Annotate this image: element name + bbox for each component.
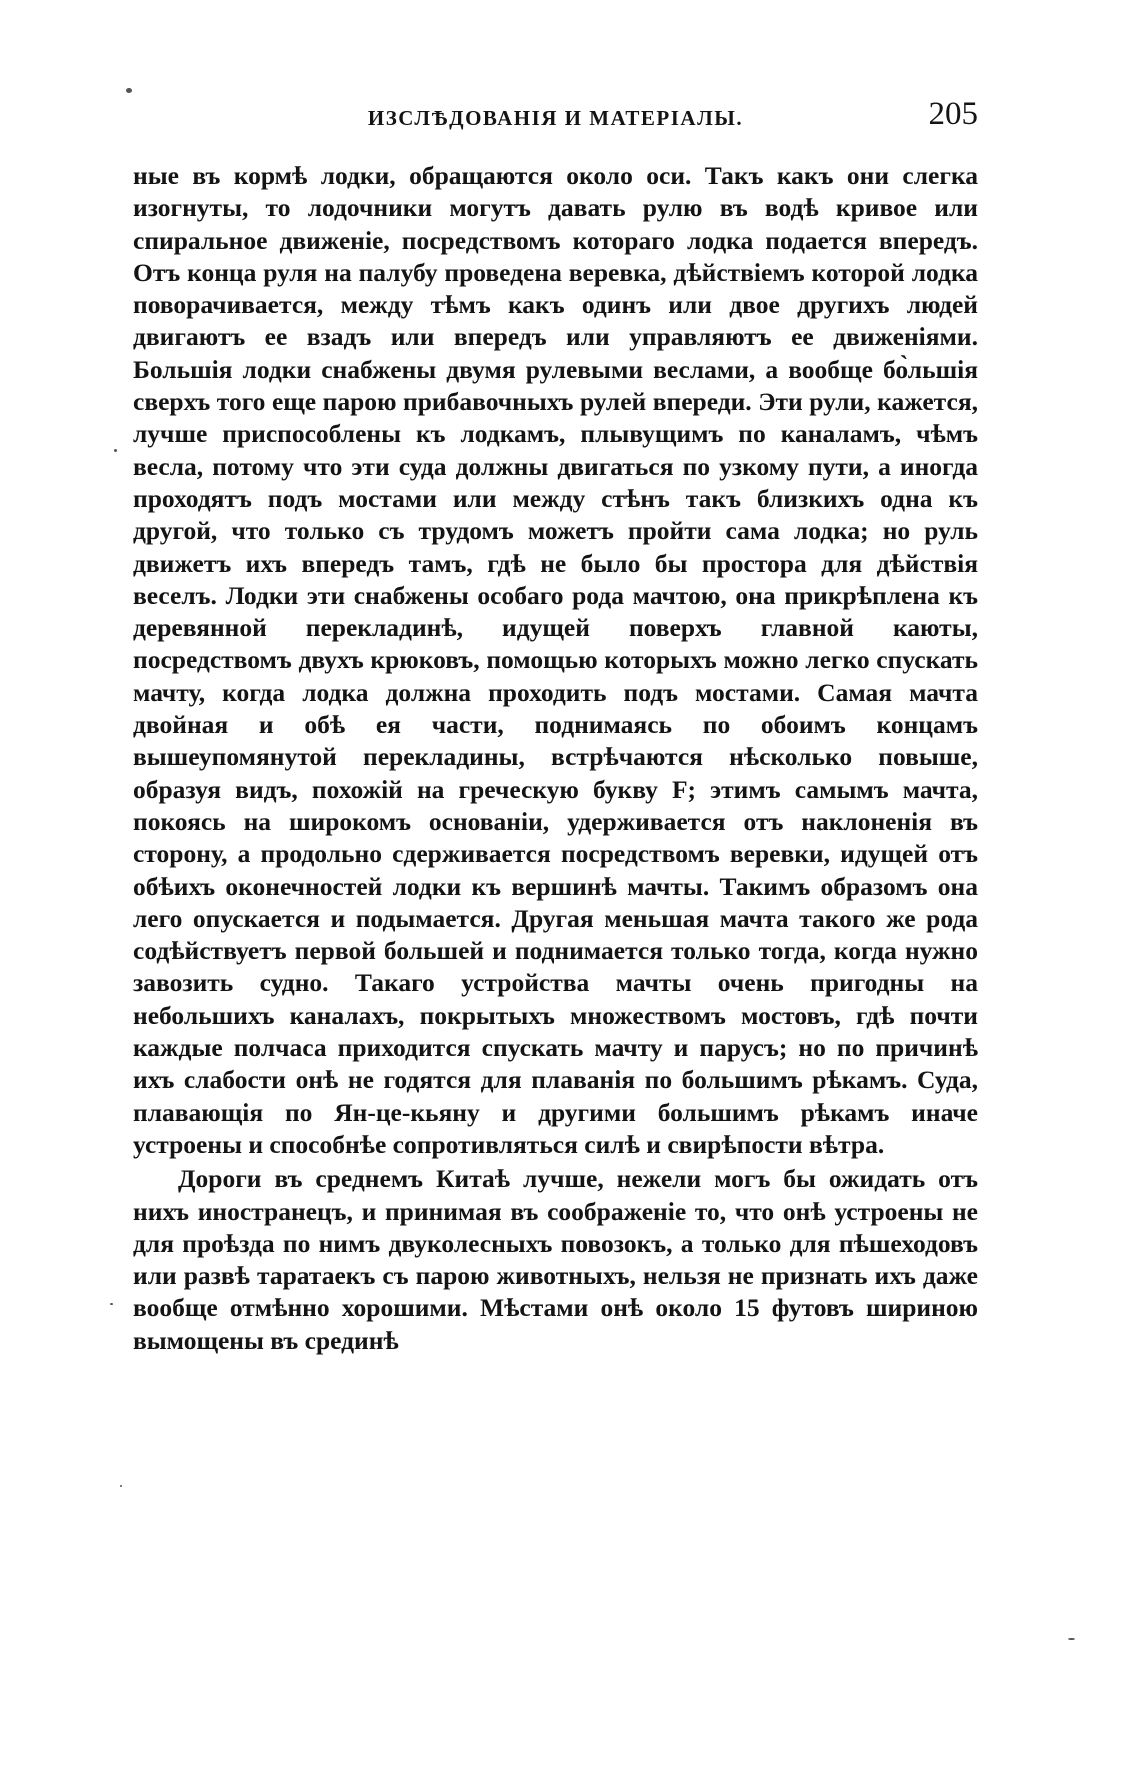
body-text [133,160,978,1357]
page-number: 205 [928,96,978,132]
scan-speck [114,449,117,452]
scan-speck [110,1303,113,1305]
scan-speck [120,1485,122,1487]
running-title: ИЗСЛѢДОВАНІЯ И МАТЕРІАЛЫ. [367,106,744,130]
paragraph: ные въ кормѣ лодки, обращаются около оси. Такъ какъ они слегка изогнуты, то лодочники могутъ давать рулю въ водѣ кривое или спиральное движеніе, посредствомъ котораго лодка подается впередъ. Отъ конца руля на палубу проведена веревка, дѣйствіемъ которой лодка поворачивается, между тѣмъ какъ одинъ или двое другихъ людей двигаютъ ее взадъ или впередъ или управляютъ ее движеніями. Большія лодки снабжены двумя рулевыми веслами, а вообще бо̀льшія сверхъ того еще парою прибавочныхъ рулей впереди. Эти рули, кажется, лучше приспособлены къ лодкамъ, плывущимъ по каналамъ, чѣмъ весла, потому что эти суда должны двигаться по узкому пути, а иногда проходятъ подъ мостами или между стѣнъ такъ близкихъ одна къ другой, что только съ трудомъ можетъ пройти сама лодка; но руль движетъ ихъ впередъ тамъ, гдѣ не было бы простора для дѣйствія веселъ. Лодки эти снабжены особаго рода мачтою, она прикрѣплена къ деревянной перекладинѣ, идущей поверхъ главной каюты, посредствомъ двухъ крюковъ, помощью которыхъ можно легко спускать мачту, когда лодка должна проходить подъ мостами. Самая мачта двойная и обѣ ея части, поднимаясь по обоимъ концамъ вышеупомянутой перекладины, встрѣчаются нѣсколько повыше, образуя видъ, похожій на греческую букву F; этимъ самымъ мачта, покоясь на широкомъ основаніи, удерживается отъ наклоненія въ сторону, а продольно сдерживается посредствомъ веревки, идущей отъ обѣихъ оконечностей лодки къ вершинѣ мачты. Такимъ образомъ она лего опускается и подымается. Другая меньшая мачта такого же рода содѣйствуетъ первой большей и поднимается только тогда, когда нужно завозить судно. Такаго устройства мачты очень пригодны на небольшихъ каналахъ, покрытыхъ множествомъ мостовъ, гдѣ почти каждые полчаса приходится спускать мачту и парусъ; но по причинѣ ихъ слабости онѣ не годятся для плаванія по большимъ рѣкамъ. Суда, плавающія по Ян-це-кьяну и другими большимъ рѣкамъ иначе устроены и способнѣе сопротивляться силѣ и свирѣпости вѣтра. [133,161,978,1159]
scan-speck [1068,1638,1075,1640]
scan-speck [126,88,132,93]
running-head [133,96,978,142]
paragraph: Дороги въ среднемъ Китаѣ лучше, нежели могъ бы ожидать отъ нихъ иностранецъ, и принимая въ соображеніе то, что онѣ устроены не для проѣзда по нимъ двуколесныхъ повозокъ, а только для пѣшеходовъ или развѣ таратаекъ съ парою животныхъ, нельзя не признать ихъ даже вообще отмѣнно хорошими. Мѣстами онѣ около 15 футовъ шириною вымощены въ срединѣ [133,1164,978,1355]
